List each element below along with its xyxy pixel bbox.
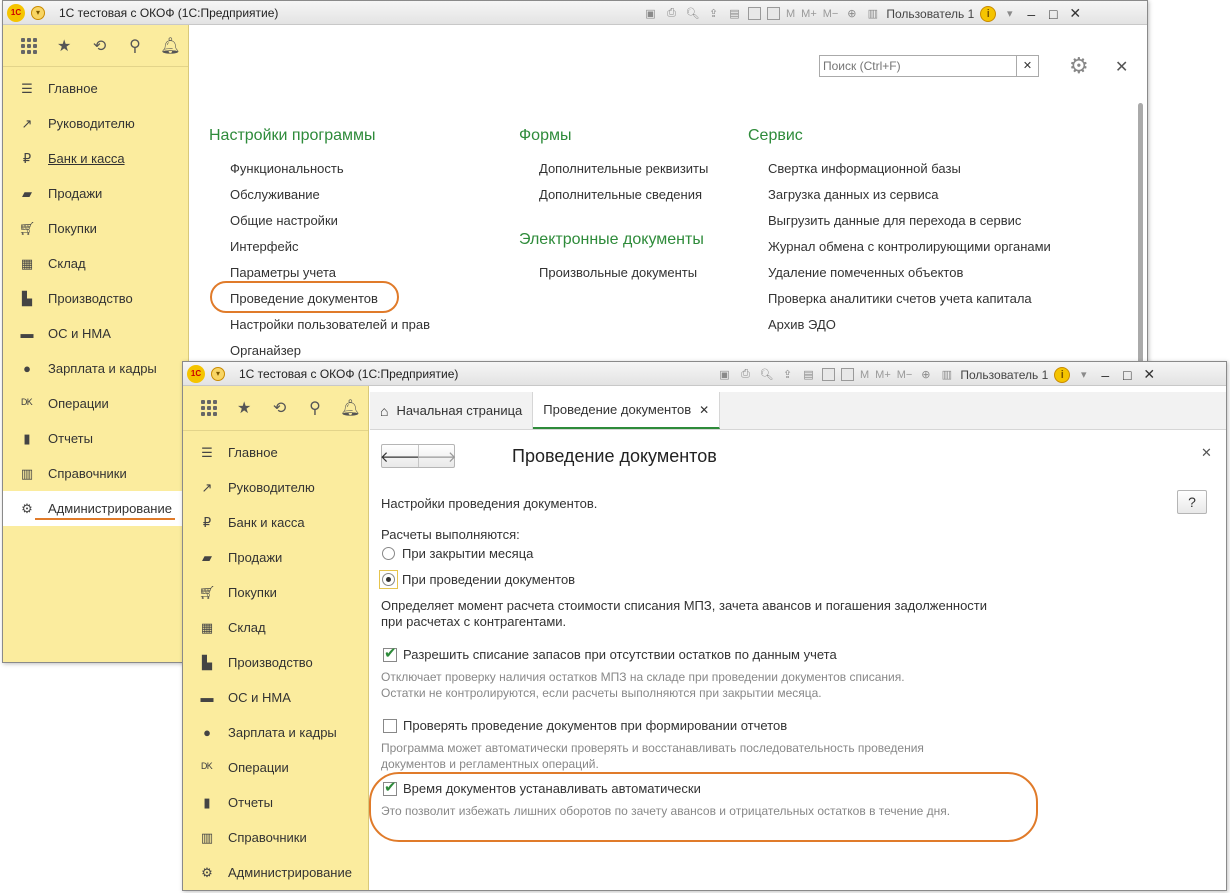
sidebar-item[interactable]	[183, 855, 368, 890]
settings-link[interactable]: Свертка информационной базы	[768, 161, 961, 176]
panel-icon[interactable]: ▥	[867, 8, 879, 20]
info-icon[interactable]: i	[1054, 367, 1070, 383]
tab-home[interactable]	[370, 392, 533, 429]
form-subtitle: Настройки проведения документов.	[381, 496, 598, 511]
section-title-service: Сервис	[748, 127, 803, 144]
sidebar-item[interactable]	[183, 470, 368, 505]
highlight-oval	[369, 772, 1038, 842]
sidebar-item-label: Зарплата и кадры	[228, 725, 337, 740]
allow-writeoff-hint2: Остатки не контролируются, если расчеты выполняются при закрытии месяца.	[381, 686, 822, 700]
clear-search-button[interactable]: ✕	[1016, 56, 1038, 76]
minimize-button[interactable]: –	[1027, 5, 1036, 22]
settings-link[interactable]: Функциональность	[230, 161, 344, 176]
tab-document-posting[interactable]	[533, 392, 720, 429]
radio-month-close[interactable]	[382, 547, 395, 560]
allow-writeoff-label[interactable]: Разрешить списание запасов при отсутствии остатков по данным учета	[403, 647, 837, 662]
sidebar-item-label: Производство	[228, 655, 313, 670]
section-title-forms: Формы	[519, 127, 572, 144]
sidebar-item[interactable]	[3, 386, 188, 421]
sidebar-item-label: Справочники	[228, 830, 307, 845]
section-title-edocs: Электронные документы	[519, 231, 704, 248]
sidebar-item[interactable]	[3, 456, 188, 491]
auto-time-hint: Это позволит избежать лишних оборотов по зачету авансов и отрицательных остатков в течение дня.	[381, 804, 951, 818]
sidebar-item-label: Администрирование	[48, 501, 172, 516]
sidebar-item-label: Главное	[228, 445, 278, 460]
section-title-settings: Настройки программы	[209, 127, 376, 144]
back-sidebar-list	[3, 67, 188, 526]
scrollbar-thumb[interactable]	[1138, 103, 1143, 365]
sidebar-item-label: Справочники	[48, 466, 127, 481]
close-form-button[interactable]: ✕	[1201, 445, 1212, 460]
search-input[interactable]	[820, 56, 1016, 76]
sidebar-item-label: Операции	[228, 760, 289, 775]
calendar-icon[interactable]	[767, 7, 780, 20]
window-title: 1С тестовая с ОКОФ (1С:Предприятие)	[59, 5, 279, 20]
memory-m-minus-button[interactable]: M−	[896, 368, 913, 381]
sidebar-item-label: Отчеты	[228, 795, 273, 810]
close-page-button[interactable]: ✕	[1115, 59, 1129, 76]
settings-link[interactable]: Общие настройки	[230, 213, 338, 228]
sidebar-item[interactable]	[183, 540, 368, 575]
sidebar-item[interactable]	[3, 421, 188, 456]
sidebar-item[interactable]	[3, 351, 188, 386]
sidebar-item-label: ОС и НМА	[228, 690, 291, 705]
close-button[interactable]: ✕	[1143, 366, 1156, 382]
sidebar-item[interactable]	[3, 141, 188, 176]
print-icon[interactable]: ⎙	[741, 368, 750, 380]
allow-writeoff-hint1: Отключает проверку наличия остатков МПЗ на складе при проведении документов списания.	[381, 670, 905, 684]
allow-writeoff-checkbox[interactable]	[383, 648, 397, 662]
attach-icon[interactable]: ▤	[729, 8, 740, 20]
settings-gear-icon[interactable]: ⚙	[1069, 53, 1089, 78]
sidebar-item-label: Администрирование	[228, 865, 352, 880]
sidebar-item-label: Руководителю	[48, 116, 135, 131]
factory-icon: ▙	[202, 654, 212, 670]
minimize-button[interactable]: –	[1101, 366, 1110, 383]
truck-icon: ▬	[200, 690, 214, 705]
save-icon[interactable]: ▣	[645, 8, 656, 20]
sidebar-item[interactable]	[183, 435, 368, 470]
apps-grid-icon[interactable]	[11, 31, 46, 61]
memory-m-button[interactable]: M	[860, 368, 870, 381]
bell-icon[interactable]: 🔔︎	[160, 37, 181, 55]
sidebar-item[interactable]	[3, 246, 188, 281]
sidebar-item[interactable]	[183, 750, 368, 785]
check-posting-label[interactable]: Проверять проведение документов при формировании отчетов	[403, 718, 788, 733]
maximize-button[interactable]: □	[1049, 5, 1058, 22]
check-posting-checkbox[interactable]	[383, 719, 397, 733]
window-title: 1С тестовая с ОКОФ (1С:Предприятие)	[239, 366, 459, 381]
front-titlebar	[183, 362, 1226, 386]
settings-link[interactable]: Проведение документов	[230, 291, 378, 306]
back-titlebar	[3, 1, 1147, 25]
sidebar-item-label: Отчеты	[48, 431, 93, 446]
memory-m-minus-button[interactable]: M−	[822, 7, 839, 20]
settings-link[interactable]: Проверка аналитики счетов учета капитала	[768, 291, 1032, 306]
settings-link[interactable]: Загрузка данных из сервиса	[768, 187, 939, 202]
history-icon[interactable]: ⟲	[272, 400, 287, 417]
sidebar-item[interactable]	[3, 71, 188, 106]
chevron-down-icon[interactable]: ▾	[1080, 369, 1087, 381]
sidebar-item-label: Операции	[48, 396, 109, 411]
upload-icon[interactable]: ⇪	[782, 369, 793, 381]
sidebar-item-label: Продажи	[228, 550, 283, 565]
memory-m-button[interactable]: M	[786, 7, 796, 20]
settings-link[interactable]: Дополнительные реквизиты	[539, 161, 709, 176]
upload-icon[interactable]: ⇪	[708, 8, 719, 20]
bar-chart-icon: ▮	[23, 430, 31, 446]
chevron-down-icon[interactable]: ▾	[1006, 8, 1013, 20]
back-arrow-button[interactable]: 🡐	[379, 448, 421, 466]
dt-kt-icon: ᴰᴷ	[21, 396, 33, 411]
sidebar-item[interactable]	[183, 715, 368, 750]
sidebar-item[interactable]	[3, 316, 188, 351]
check-posting-hint1: Программа может автоматически проверять и восстанавливать последовательность проведения	[381, 741, 924, 755]
sidebar-item[interactable]	[3, 211, 188, 246]
settings-link[interactable]: Дополнительные сведения	[539, 187, 703, 202]
close-button[interactable]: ✕	[1069, 5, 1082, 21]
grid-icon: ▦	[200, 619, 214, 635]
menu-icon: ☰	[21, 80, 33, 96]
sidebar-item[interactable]	[183, 820, 368, 855]
admin-underline	[35, 518, 175, 520]
attach-icon[interactable]: ▤	[803, 369, 814, 381]
maximize-button[interactable]: □	[1123, 366, 1132, 383]
sidebar-item[interactable]	[183, 575, 368, 610]
info-icon[interactable]: i	[980, 6, 996, 22]
person-icon: ●	[203, 725, 211, 740]
gear-icon: ⚙	[201, 864, 213, 880]
settings-link[interactable]: Удаление помеченных объектов	[768, 265, 964, 280]
preview-icon[interactable]: 🔍︎	[685, 8, 700, 20]
cart-icon: 🛒︎	[198, 584, 216, 600]
tab-home-label: Начальная страница	[396, 403, 523, 418]
panel-icon[interactable]: ▥	[941, 369, 953, 381]
close-tab-icon[interactable]: ✕	[699, 402, 710, 417]
truck-icon: ▬	[20, 326, 34, 341]
sidebar-item[interactable]	[3, 491, 188, 526]
settings-link[interactable]: Выгрузить данные для перехода в сервис	[768, 213, 1022, 228]
search-field[interactable]	[819, 55, 1039, 77]
front-toolbar	[717, 366, 1157, 383]
calculator-icon[interactable]	[748, 7, 761, 20]
bag-icon: ▰	[22, 185, 32, 201]
sidebar-item[interactable]	[3, 176, 188, 211]
memory-m-plus-button[interactable]: M+	[875, 368, 891, 381]
radio-on-posting[interactable]	[382, 573, 395, 586]
trend-icon: ↗	[201, 479, 213, 495]
main-menu-button[interactable]: ▾	[31, 6, 45, 20]
ruble-icon: ₽	[22, 150, 32, 166]
search-icon[interactable]: ⚲	[309, 400, 321, 417]
highlight-oval	[210, 281, 399, 313]
radio-month-close-label[interactable]: При закрытии месяца	[402, 546, 534, 561]
radio-hint-line2: при расчетах с контрагентами.	[381, 614, 567, 629]
sidebar-item-label: Склад	[228, 620, 266, 635]
settings-link[interactable]: Настройки пользователей и прав	[230, 317, 431, 332]
settings-link[interactable]: Интерфейс	[230, 239, 299, 254]
bag-icon: ▰	[202, 549, 212, 565]
favorites-star-icon[interactable]: ★	[56, 37, 72, 55]
search-icon[interactable]: ⚲	[129, 37, 141, 55]
sidebar-item[interactable]	[183, 610, 368, 645]
1c-logo-icon: 1С	[7, 4, 25, 22]
help-button[interactable]: ?	[1177, 490, 1207, 514]
radio-on-posting-label[interactable]: При проведении документов	[402, 572, 576, 587]
factory-icon: ▙	[22, 290, 32, 306]
front-sidebar-toolbar	[183, 386, 368, 431]
navigation-buttons	[381, 444, 455, 468]
books-icon: ▥	[20, 465, 34, 481]
sidebar-item-label: Продажи	[48, 186, 103, 201]
zoom-icon[interactable]: ⊕	[847, 8, 857, 20]
1c-logo-icon: 1С	[187, 365, 205, 383]
back-sidebar-toolbar	[3, 25, 188, 67]
front-sidebar	[183, 386, 369, 891]
save-icon[interactable]: ▣	[719, 369, 730, 381]
person-icon: ●	[23, 361, 31, 376]
auto-time-label[interactable]: Время документов устанавливать автоматически	[403, 781, 701, 796]
sidebar-item-label: Зарплата и кадры	[48, 361, 157, 376]
settings-link[interactable]: Архив ЭДО	[768, 317, 836, 332]
sidebar-item-label: Банк и касса	[48, 151, 125, 166]
settings-link[interactable]: Органайзер	[230, 343, 301, 358]
sidebar-item-label: Покупки	[48, 221, 97, 236]
settings-link[interactable]: Параметры учета	[230, 265, 337, 280]
sidebar-item-label: ОС и НМА	[48, 326, 111, 341]
main-menu-button[interactable]: ▾	[211, 367, 225, 381]
front-window	[182, 361, 1227, 891]
sidebar-item-label: Банк и касса	[228, 515, 305, 530]
user-name[interactable]: Пользователь 1	[886, 6, 975, 21]
settings-link[interactable]: Обслуживание	[230, 187, 320, 202]
user-name[interactable]: Пользователь 1	[960, 367, 1049, 382]
bell-icon[interactable]: 🔔︎	[340, 400, 361, 417]
sidebar-item[interactable]	[183, 645, 368, 680]
books-icon: ▥	[200, 829, 214, 845]
front-sidebar-list	[183, 431, 368, 890]
sidebar-item-label: Руководителю	[228, 480, 315, 495]
menu-icon: ☰	[201, 444, 213, 460]
tab-document-posting-label: Проведение документов	[543, 402, 692, 417]
ruble-icon: ₽	[202, 514, 212, 530]
check-posting-hint2: документов и регламентных операций.	[381, 757, 599, 771]
sidebar-item[interactable]	[183, 505, 368, 540]
print-icon[interactable]: ⎙	[667, 7, 676, 19]
bar-chart-icon: ▮	[203, 794, 211, 810]
sidebar-item[interactable]	[3, 281, 188, 316]
trend-icon: ↗	[21, 115, 33, 131]
favorites-star-icon[interactable]: ★	[236, 400, 252, 417]
sidebar-item-label: Производство	[48, 291, 133, 306]
sidebar-item[interactable]	[183, 785, 368, 820]
radio-hint-line1: Определяет момент расчета стоимости списания МПЗ, зачета авансов и погашения задолженности	[381, 598, 988, 613]
home-icon: ⌂	[380, 402, 389, 419]
calculator-icon[interactable]	[822, 368, 835, 381]
calc-label: Расчеты выполняются:	[381, 527, 520, 542]
apps-grid-icon[interactable]	[191, 393, 226, 423]
sidebar-item-label: Покупки	[228, 585, 277, 600]
sidebar-item-label: Склад	[48, 256, 86, 271]
gear-icon: ⚙	[21, 500, 33, 516]
back-toolbar	[643, 5, 1083, 22]
cart-icon: 🛒︎	[18, 220, 36, 236]
tab-bar	[370, 392, 1226, 430]
memory-m-plus-button[interactable]: M+	[801, 7, 817, 20]
calendar-icon[interactable]	[841, 368, 854, 381]
forward-arrow-button[interactable]: 🡒	[418, 445, 454, 467]
settings-link[interactable]: Журнал обмена с контролирующими органами	[768, 239, 1051, 254]
dt-kt-icon: ᴰᴷ	[201, 760, 213, 775]
sidebar-item-label: Главное	[48, 81, 98, 96]
history-icon[interactable]: ⟲	[92, 37, 107, 55]
back-sidebar	[3, 25, 189, 663]
grid-icon: ▦	[20, 255, 34, 271]
zoom-icon[interactable]: ⊕	[921, 369, 931, 381]
sidebar-item[interactable]	[183, 680, 368, 715]
settings-link[interactable]: Произвольные документы	[539, 265, 698, 280]
preview-icon[interactable]: 🔍︎	[759, 369, 774, 381]
form-title: Проведение документов	[512, 446, 717, 466]
sidebar-item[interactable]	[3, 106, 188, 141]
